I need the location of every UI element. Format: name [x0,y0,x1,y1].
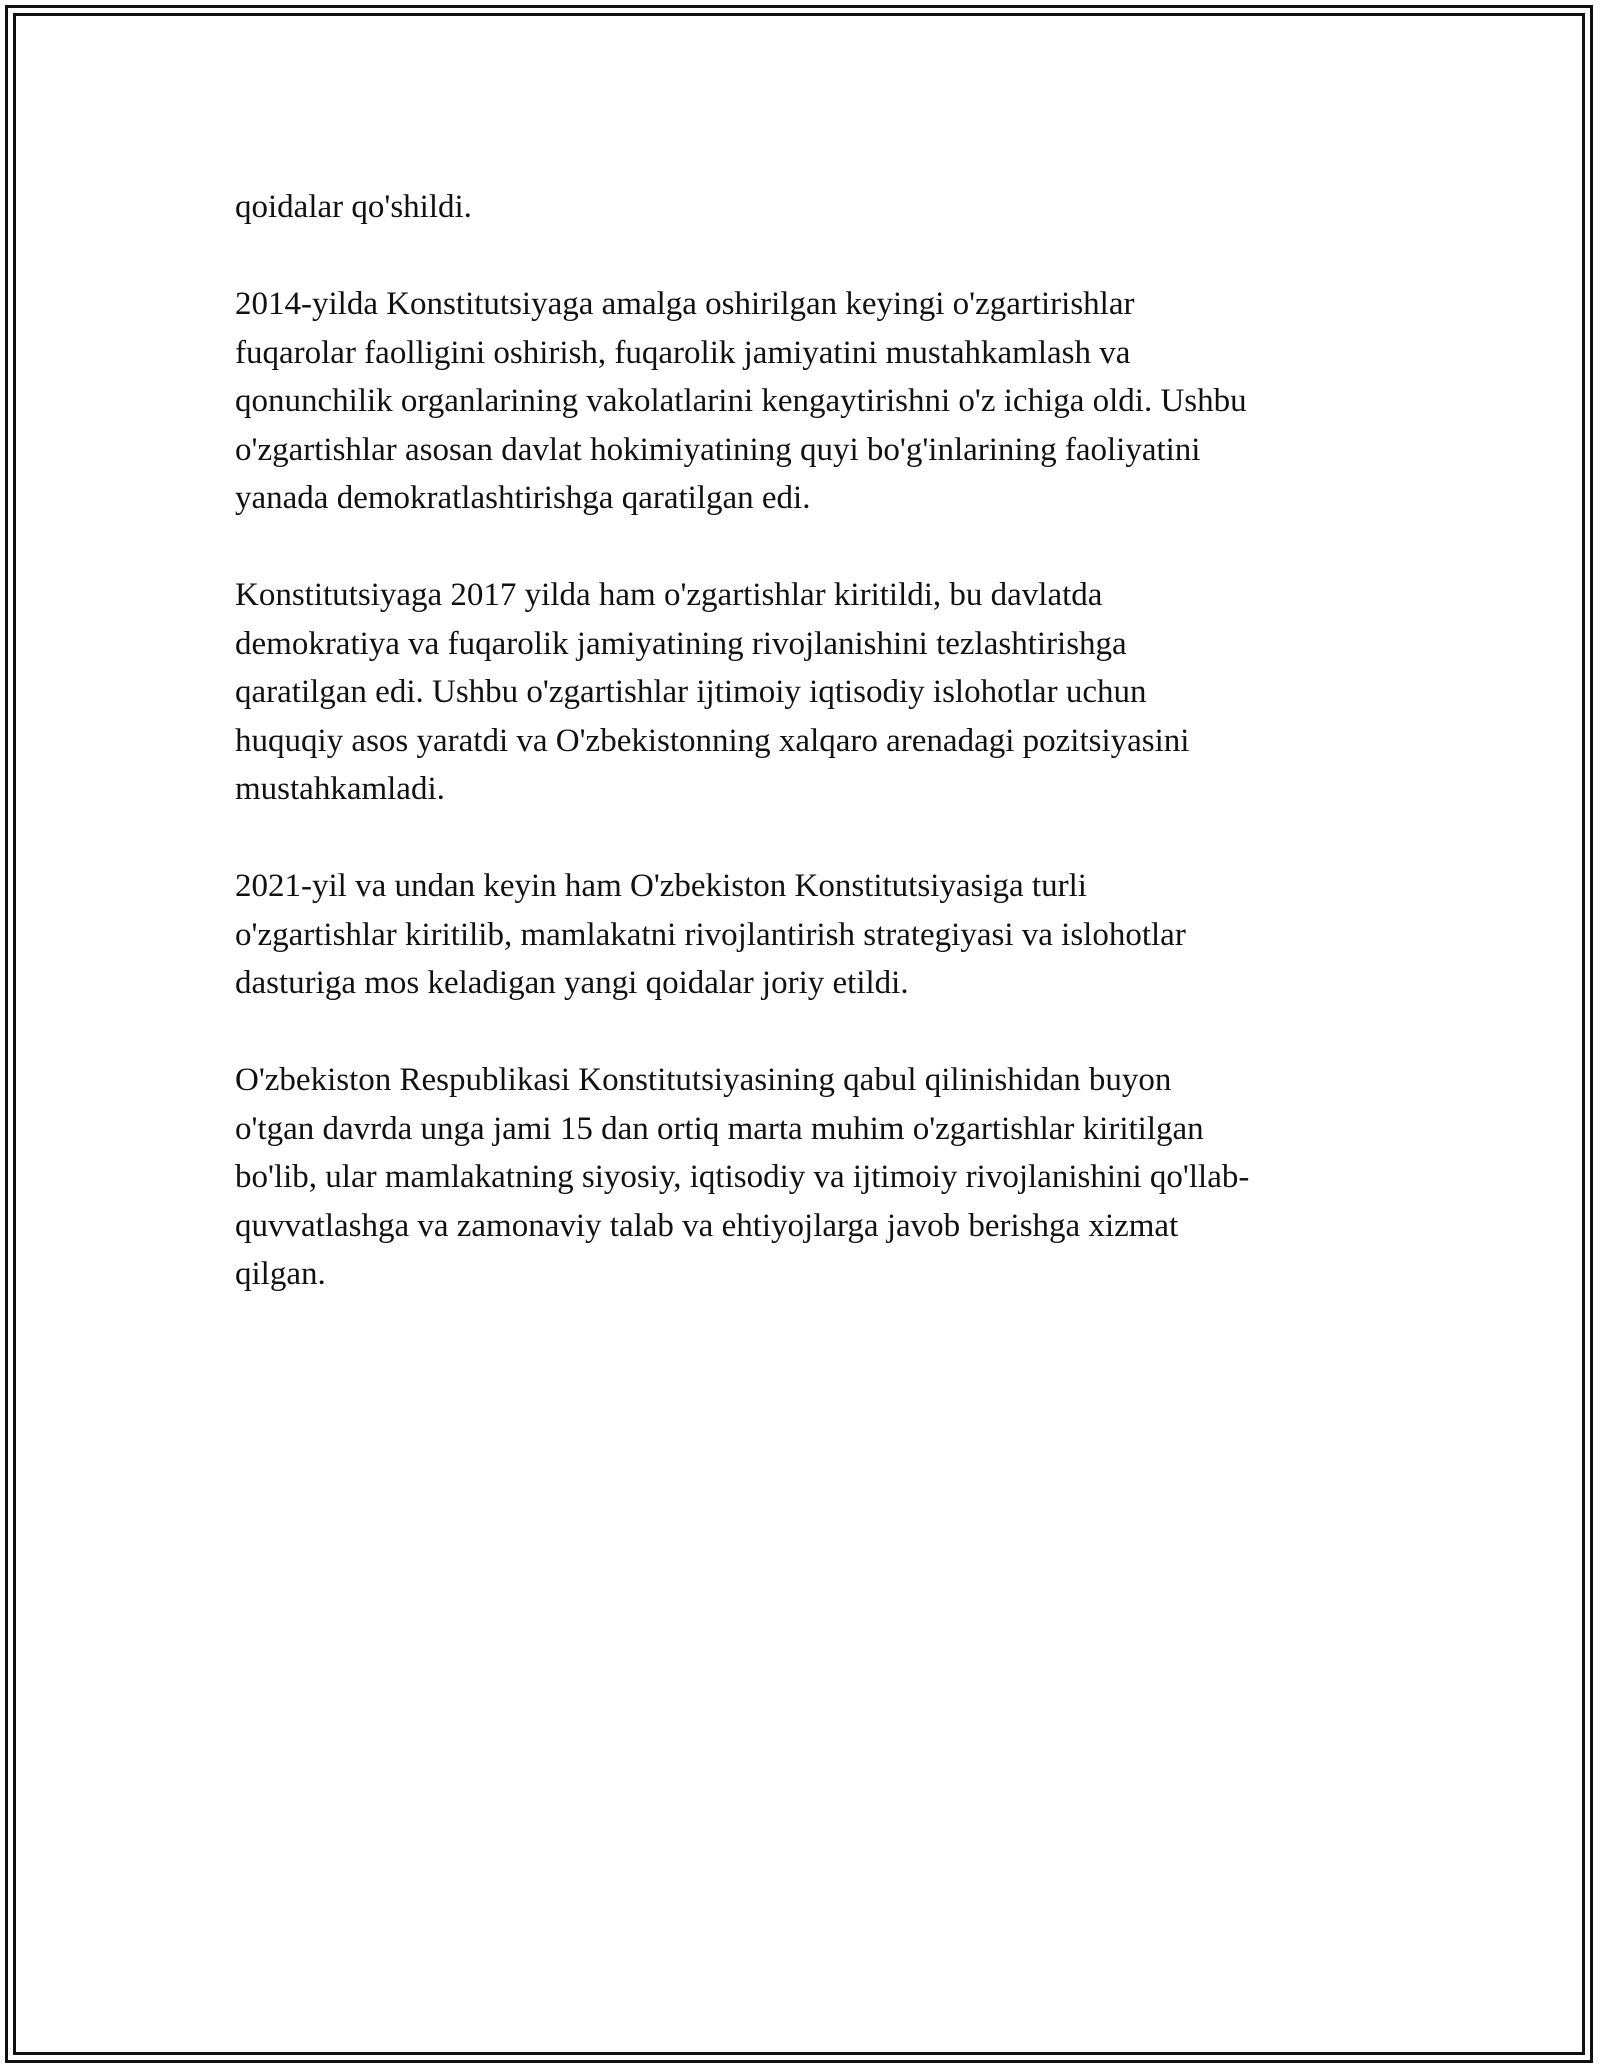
document-body [235,183,1395,1347]
paragraph-2: 2014-yilda Konstitutsiyaga amalga oshirilgan keyingi o'zgartirishlar fuqarolar faolligini oshirish, fuqarolik jamiyatini mustahkamlash va qonunchilik organlarining vakolatlarini kengaytirishni o'z ichiga oldi. Ushbu o'zgartishlar asosan davlat hokimiyatining quyi bo'g'inlarining faoliyatini yanada demokratlashtirishga qaratilgan edi. [235,286,1247,516]
paragraph-4: 2021-yil va undan keyin ham O'zbekiston Konstitutsiyasiga turli o'zgartishlar kiritilib, mamlakatni rivojlantirish strategiyasi va islohotlar dasturiga mos keladigan yangi qoidalar joriy etildi. [235,868,1186,1001]
paragraph-5: O'zbekiston Respublikasi Konstitutsiyasining qabul qilinishidan buyon o'tgan davrda unga jami 15 dan ortiq marta muhim o'zgartishlar kiritilgan bo'lib, ular mamlakatning siyosiy, iqtisodiy va ijtimoiy rivojlanishini qo'llab- quvvatlashga va zamonaviy talab va ehtiyojlarga javob berishga xizmat qilgan. [235,1062,1250,1292]
paragraph-1: qoidalar qo'shildi. [235,189,472,225]
paragraph-3: Konstitutsiyaga 2017 yilda ham o'zgartishlar kiritildi, bu davlatda demokratiya va fuqarolik jamiyatining rivojlanishini tezlashtirishga qaratilgan edi. Ushbu o'zgartishlar ijtimoiy iqtisodiy islohotlar uchun huquqiy asos yaratdi va O'zbekistonning xalqaro arenadagi pozitsiyasini mustahkamladi. [235,577,1190,807]
